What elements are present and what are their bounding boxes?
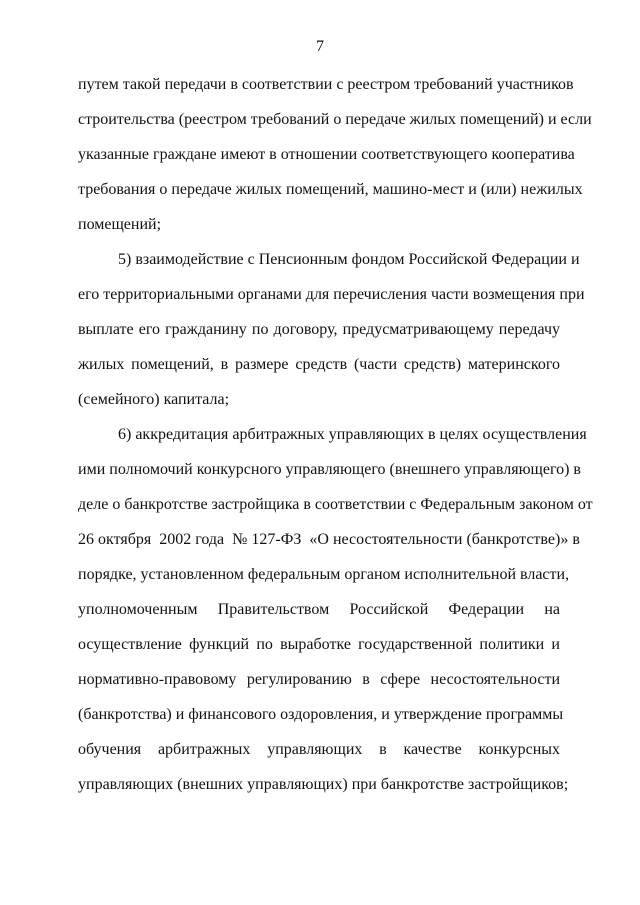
text-line: помещений; [78,216,162,233]
text-line: осуществление функций по выработке государственной политики и [78,636,560,653]
text-line: жилых помещений, в размере средств (части средств) материнского [78,356,560,373]
page-number: 7 [316,38,324,55]
text-line: обучения арбитражных управляющих в качестве конкурсных [78,741,560,758]
text-line: выплате его гражданину по договору, предусматривающему передачу [78,321,560,338]
text-line: путем такой передачи в соответствии с реестром требований участников [78,76,574,93]
text-line: указанные граждане имеют в отношении соответствующего кооператива [78,146,575,163]
text-line: строительства (реестром требований о передаче жилых помещений) и если [78,111,592,128]
text-line: (семейного) капитала; [78,391,230,408]
text-line: управляющих (внешних управляющих) при банкротстве застройщиков; [78,776,569,793]
text-line: нормативно-правовому регулированию в сфере несостоятельности [78,671,560,688]
text-line: 5) взаимодействие с Пенсионным фондом Российской Федерации и [118,251,580,268]
text-line: 26 октября 2002 года № 127-ФЗ «О несостоятельности (банкротстве)» в [78,531,580,548]
text-line: деле о банкротстве застройщика в соответствии с Федеральным законом от [78,496,593,513]
text-line: 6) аккредитация арбитражных управляющих в целях осуществления [118,426,587,443]
text-line: уполномоченным Правительством Российской Федерации на [78,601,560,618]
text-line: требования о передаче жилых помещений, машино-мест и (или) нежилых [78,181,583,198]
text-line: ими полномочий конкурсного управляющего (внешнего управляющего) в [78,461,581,478]
text-line: порядке, установленном федеральным органом исполнительной власти, [78,566,570,583]
text-line: его территориальными органами для перечисления части возмещения при [78,286,585,303]
text-line: (банкротства) и финансового оздоровления, и утверждение программы [78,706,564,723]
